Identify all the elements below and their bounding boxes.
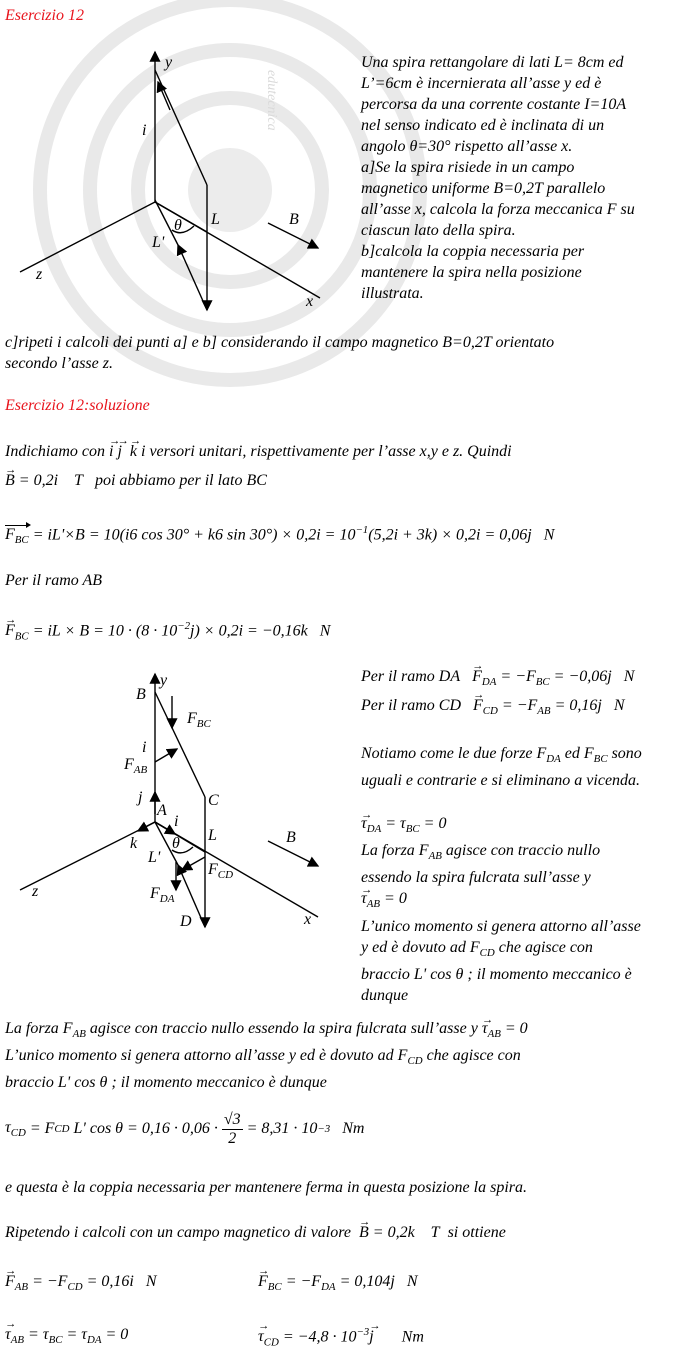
solution-intro: Indichiamo con → i → j → k i versori unitari, rispettivamente per l’asse x,y e z. Quindi [5,443,512,461]
svg-text:i: i [174,813,179,830]
z-axis [20,202,155,272]
svg-text:i: i [142,739,147,756]
result-fbc-z: → $F_{BC} = -F_{DA} = 0,104j$ N [258,1273,417,1293]
repeat-calculation: Ripetendo i calcoli con un campo magnetico di valore → B = 0,2k T si ottiene [5,1224,506,1242]
svg-text:FAB: $F_{AB}$ [124,756,148,776]
svg-text:B: B [136,686,146,703]
svg-text:y: y [160,672,168,689]
equation-tau-cd: $\tau_{CD}$ = F CD L' cos θ = 0,16 · 0,06 · $\frac{√3}{2}$ = 8,31 · 10 −3 Nm [5,1110,365,1147]
svg-text:z: z [36,266,43,283]
figure-loop-axes [0,40,350,320]
equation-fbc: $F_{BC} = iL'\times B = 10(i6$ cos 30° + k6 $\sin 30^\circ) \times 0,2i = 10^{-1}(5,2i + 3k) \times 0,2i = 0,06j$ N [5,524,555,547]
svg-text:L: L [211,211,220,228]
svg-text:k: k [130,835,138,852]
watermark-text: edutecnica [264,70,279,131]
svg-text:B: B [286,829,296,846]
equation-fcd: Per il ramo CD → $F_{CD} = -F_{AB} = 0,16j$ N [361,697,624,717]
svg-text:C: C [208,792,219,809]
note-forces-cancel: Notiamo come le due forze $F_{DA}$ ed $F_{BC}$ sono uguali e contrarie e si eliminano a vicenda. [361,745,642,790]
svg-text:A: A [157,802,167,819]
problem-text: Una spira rettangolare di lati L= 8cm ed L’=6cm è incernierata all’asse y ed è percorsa da una corrente costante I=10A nel senso indicato ed è inclinata di un angolo θ=30° rispetto all’asse x. a]Se la spira risiede in un campo magnetico uniforme B=0,2T parallelo all’asse x, calcola la forza meccanica F su ciascun lato della spira. b]calcola la coppia necessaria per mantenere la spira nella posizione illustrata. [361,54,635,302]
result-tau-zero-z: → $\tau_{AB} = \tau_{BC} = \tau_{DA} = 0$ [5,1326,128,1346]
svg-text:D: D [180,913,192,930]
svg-text:θ: θ [174,217,182,234]
svg-text:L: L [208,827,217,844]
svg-text:B: B [289,211,299,228]
svg-text:x: x [306,293,314,310]
svg-text:FCD: $F_{CD}$ [208,861,234,881]
b-field-definition: → B = 0,2i T poi abbiamo per il lato BC [5,472,267,490]
svg-text:i: i [142,122,147,139]
torque-explanation: → $\tau_{DA} = \tau_{BC} = 0$ La forza $F_{AB}$ agisce con traccio nullo essendo la spira fulcrata sull’asse y → $\tau_{AB} = 0$ L’unico momento si genera attorno all’asse y ed è dovuto ad $F_{CD}$ che agisce con braccio L' cos θ ; il momento meccanico è dunque [361,813,696,1006]
torque-conclusion: e questa è la coppia necessaria per mantenere ferma in questa posizione la spira. [5,1179,527,1196]
solution-title: Esercizio 12:soluzione [5,397,150,414]
result-fab-z: → $F_{AB} = -F_{CD} = 0,16i$ N [5,1273,156,1293]
torque-paragraph: La forza $F_{AB}$ agisce con traccio nullo essendo la spira fulcrata sull’asse $y \to \tau_{AB} = 0$ L’unico momento si genera attorno all’asse y ed è dovuto ad $F_{CD}$ che agisce con braccio L' cos θ ; il momento meccanico è dunque [5,1018,695,1093]
svg-text:FDA: $F_{DA}$ [150,885,175,905]
branch-ab-label: Per il ramo AB [5,572,103,589]
equation-fab: → $F_{BC}$ = iL × $B = 10 \cdot (8 \cdot 10^{-2}j) \times 0,2i = -0,16k$ N [5,620,330,643]
problem-part-c: c]ripeti i calcoli dei punti a] e b] considerando il campo magnetico B=0,2T orientato secondo l’asse z. [5,334,555,372]
result-tau-cd-z: → $\tau_{CD} = -4,8 \cdot 10^{-3}\to j$ Nm [258,1326,424,1349]
svg-text:j: j [138,789,143,806]
equation-fda: Per il ramo DA → $F_{DA} = -F_{BC} = -0,06j$ N [361,668,634,688]
svg-text:FBC: $F_{BC}$ [187,710,211,730]
svg-text:θ: θ [172,835,180,852]
svg-text:L': L' [152,234,165,251]
svg-text:L': L' [148,849,161,866]
svg-text:x: x [304,911,312,928]
page-title: Esercizio 12 [5,7,84,24]
svg-text:z: z [32,883,39,900]
svg-text:y: y [165,54,173,71]
figure-loop-forces [0,662,360,942]
